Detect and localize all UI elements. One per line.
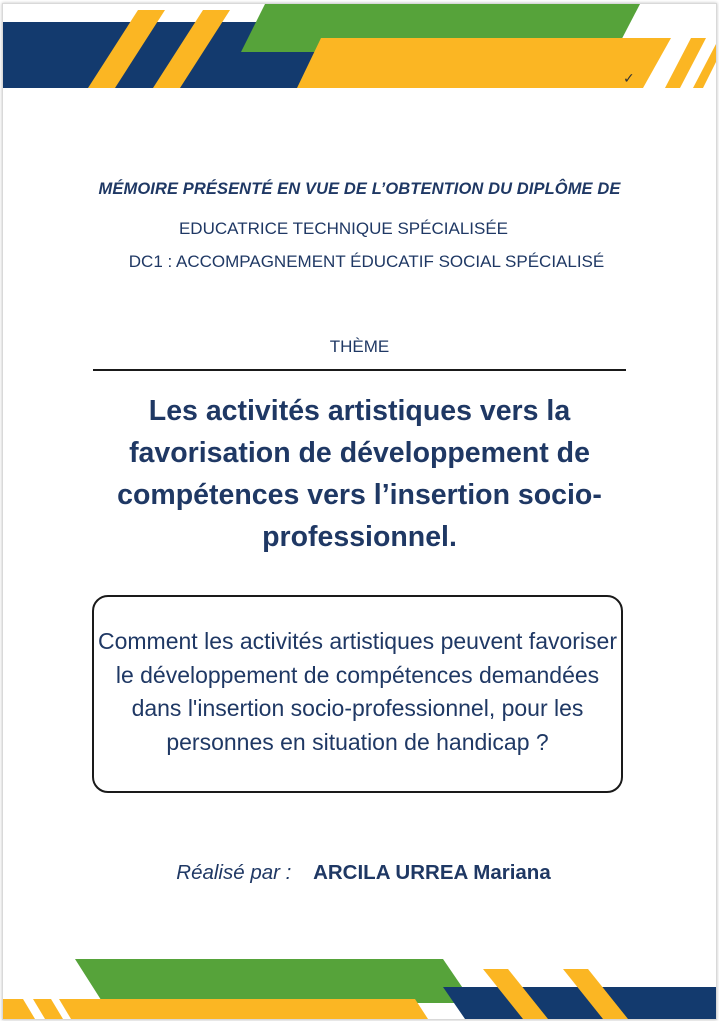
check-mark-icon: ✓ bbox=[623, 70, 635, 86]
title-divider bbox=[93, 369, 626, 371]
theme-label: THÈME bbox=[329, 337, 390, 356]
author-name: ARCILA URREA Mariana bbox=[313, 861, 551, 884]
research-question-box bbox=[92, 595, 623, 793]
research-question: Comment les activités artistiques peuvent favoriser le développement de compétences demandées dans l'insertion socio-professionnel, pour les personnes en situation de handicap ? bbox=[98, 628, 617, 755]
author-line bbox=[7, 861, 717, 885]
memoir-title: Les activités artistiques vers la favorisation de développement de compétences vers l’insertion socio-professionnel. bbox=[117, 395, 602, 553]
bottom-decorative-banner bbox=[3, 959, 716, 1019]
top-decorative-banner bbox=[3, 4, 716, 96]
author-label: Réalisé par : bbox=[176, 861, 292, 884]
memoir-subtitle: MÉMOIRE PRÉSENTÉ EN VUE DE L’OBTENTION DU DIPLÔME DE bbox=[98, 180, 621, 198]
document-page bbox=[2, 3, 717, 1020]
diploma-name: EDUCATRICE TECHNIQUE SPÉCIALISÉE bbox=[178, 219, 509, 238]
module-name: DC1 : ACCOMPAGNEMENT ÉDUCATIF SOCIAL SPÉCIALISÉ bbox=[128, 252, 605, 271]
